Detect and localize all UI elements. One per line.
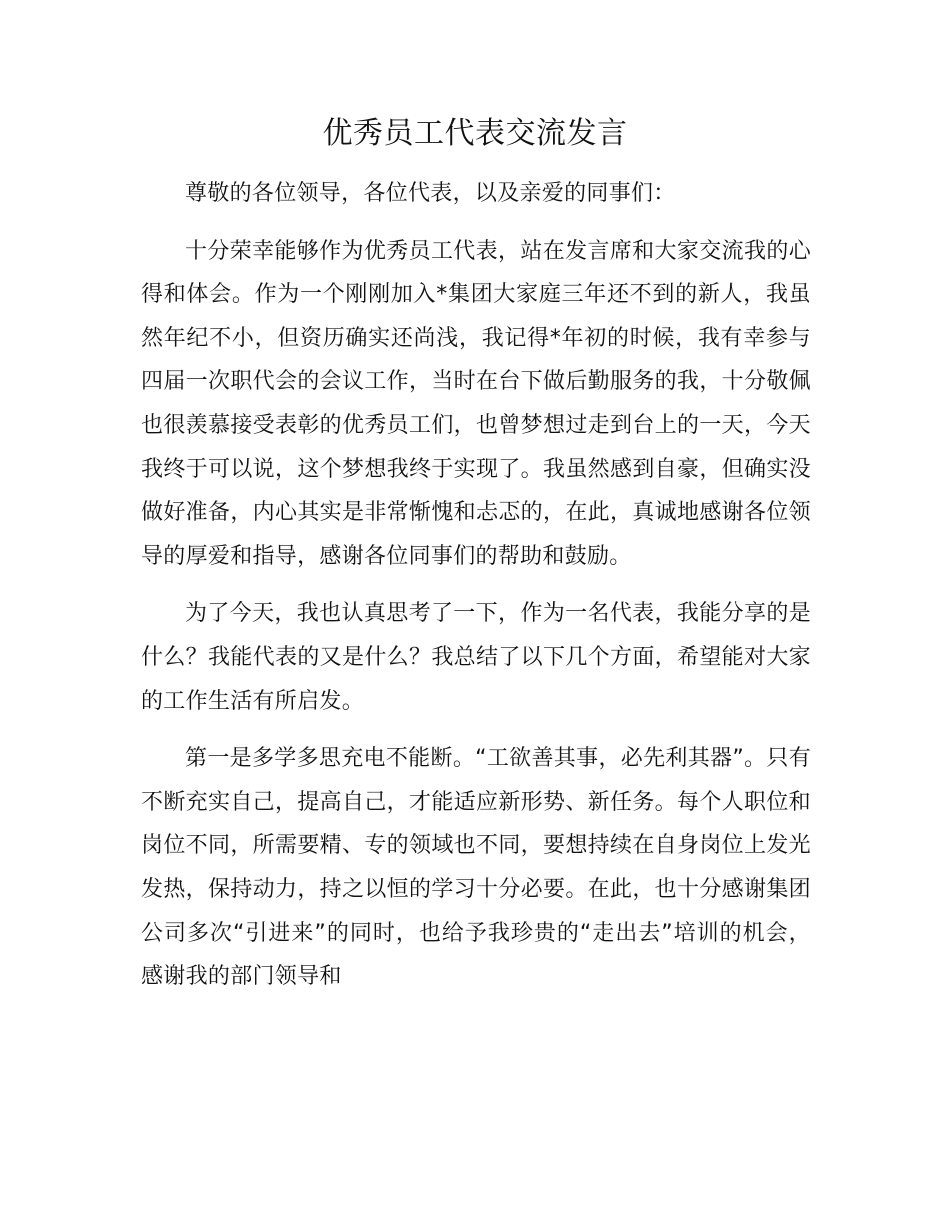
body-paragraph-3: 第一是多学多思充电不能断。“工欲善其事，必先利其器”。只有不断充实自己，提高自己，才能适应新形势、新任务。每个人职位和岗位不同，所需要精、专的领域也不同，要想持续在自身岗位上发光发热，保持动力，持之以恒的学习十分必要。在此，也十分感谢集团公司多次“引进来”的同时，也给予我珍贵的“走出去”培训的机会，感谢我的部门领导和 [141, 746, 811, 990]
document-body [141, 172, 811, 999]
body-paragraph-1: 十分荣幸能够作为优秀员工代表，站在发言席和大家交流我的心得和体会。作为一个刚刚加入*集团大家庭三年还不到的新人，我虽然年纪不小，但资历确实还尚浅，我记得*年初的时候，我有幸参与四届一次职代会的会议工作，当时在台下做后勤服务的我，十分敬佩也很羡慕接受表彰的优秀员工们，也曾梦想过走到台上的一天，今天我终于可以说，这个梦想我终于实现了。我虽然感到自豪，但确实没做好准备，内心其实是非常惭愧和忐忑的，在此，真诚地感谢各位领导的厚爱和指导，感谢各位同事们的帮助和鼓励。 [141, 238, 811, 569]
document-title: 优秀员工代表交流发言 [322, 116, 628, 151]
body-paragraph-2: 为了今天，我也认真思考了一下，作为一名代表，我能分享的是什么？我能代表的又是什么？我总结了以下几个方面，希望能对大家的工作生活有所启发。 [141, 601, 811, 714]
salutation-paragraph: 尊敬的各位领导，各位代表，以及亲爱的同事们： [185, 181, 676, 206]
